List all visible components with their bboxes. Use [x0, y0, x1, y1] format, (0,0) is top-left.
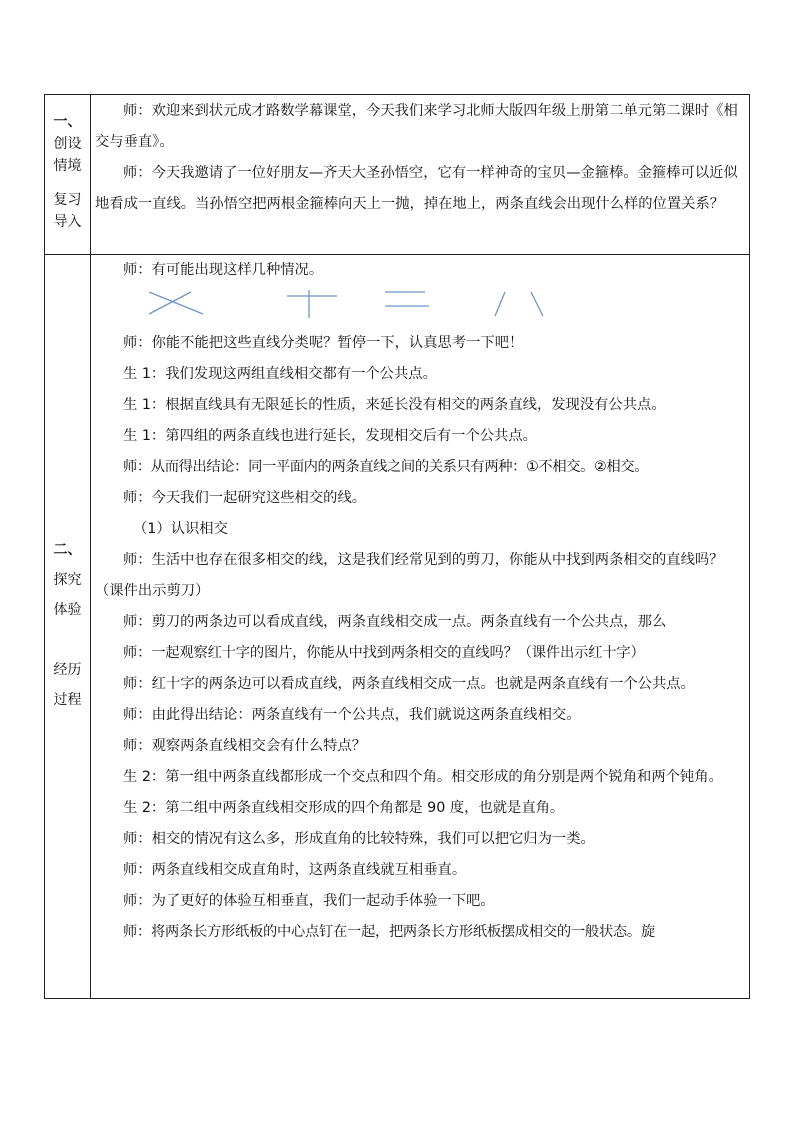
paragraph: 师：将两条长方形纸板的中心点钉在一起，把两条长方形纸板摆成相交的一般状态。旋	[123, 924, 655, 940]
label-line: 复习	[53, 192, 82, 208]
paragraph: 师：为了更好的体验互相垂直，我们一起动手体验一下吧。	[123, 893, 495, 909]
paragraph: 师：剪刀的两条边可以看成直线，两条直线相交成一点。两条直线有一个公共点，那么	[123, 614, 667, 630]
section-label-1	[45, 95, 91, 255]
paragraph: 师：欢迎来到状元成才路数学幕课堂，今天我们来学习北师大版四年级上册第二单元第二课时《相交与垂直》。	[95, 103, 738, 150]
paragraph: 师：观察两条直线相交会有什么特点？	[123, 738, 367, 754]
label-line: 探究	[53, 572, 82, 588]
paragraph: 师：一起观察红十字的图片，你能从中找到两条相交的直线吗？（课件出示红十字）	[123, 645, 645, 661]
paragraph: 师：你能不能把这些直线分类呢？暂停一下，认真思考一下吧！	[123, 335, 524, 351]
pair1-line-b	[149, 292, 191, 314]
paragraph: 师：今天我们一起研究这些相交的线。	[123, 490, 367, 506]
section-label-2	[45, 255, 91, 999]
paragraph: 生 1：根据直线具有无限延长的性质，来延长没有相交的两条直线，发现没有公共点。	[123, 397, 666, 413]
paragraph: 师：生活中也存在很多相交的线，这是我们经常见到的剪刀，你能从中找到两条相交的直线吗？（课件出示剪刀）	[95, 552, 724, 599]
line-pairs-svg	[91, 286, 751, 328]
pair4-line-b	[531, 292, 543, 316]
paragraph: 师：有可能出现这样几种情况。	[123, 262, 324, 278]
lesson-table	[44, 94, 750, 999]
label-line: 二、	[53, 542, 82, 558]
paragraph: 师：两条直线相交成直角时，这两条直线就互相垂直。	[123, 862, 467, 878]
paragraph: 生 1：第四组的两条直线也进行延长，发现相交后有一个公共点。	[123, 428, 537, 444]
pair4-line-a	[495, 292, 505, 316]
section-content-1	[91, 95, 750, 255]
paragraph: 师：由此得出结论：两条直线有一个公共点，我们就说这两条直线相交。	[123, 707, 581, 723]
pair1-line-a	[149, 292, 203, 314]
paragraph: 生 2：第二组中两条直线相交形成的四个角都是 90 度，也就是直角。	[123, 800, 565, 816]
label-line: 体验	[53, 602, 82, 618]
label-line: 经历	[53, 662, 82, 678]
paragraph: 生 2：第一组中两条直线都形成一个交点和四个角。相交形成的角分别是两个锐角和两个钝角。	[123, 769, 723, 785]
section-row-2	[45, 255, 750, 999]
four-line-pairs-figure	[91, 286, 749, 328]
paragraph: 师：从而得出结论：同一平面内的两条直线之间的关系只有两种：①不相交。②相交。	[123, 459, 649, 475]
label-line: 情境	[53, 158, 82, 174]
paragraph: 师：相交的情况有这么多，形成直角的比较特殊，我们可以把它归为一类。	[123, 831, 595, 847]
paragraph: 师：今天我邀请了一位好朋友—齐天大圣孙悟空，它有一样神奇的宝贝—金箍棒。金箍棒可以近似地看成一直线。当孙悟空把两根金箍棒向天上一抛，掉在地上，两条直线会出现什么样的位置关系？	[95, 165, 738, 212]
paragraph: 师：红十字的两条边可以看成直线，两条直线相交成一点。也就是两条直线有一个公共点。	[123, 676, 695, 692]
label-line: 创设	[53, 136, 82, 152]
paragraph: 生 1：我们发现这两组直线相交都有一个公共点。	[123, 366, 437, 382]
section-content-2	[91, 255, 750, 999]
label-line: 一、	[53, 114, 82, 130]
section-row-1	[45, 95, 750, 255]
subheading: （1）认识相交	[133, 521, 228, 537]
label-line: 过程	[53, 692, 82, 708]
label-line: 导入	[53, 214, 82, 230]
